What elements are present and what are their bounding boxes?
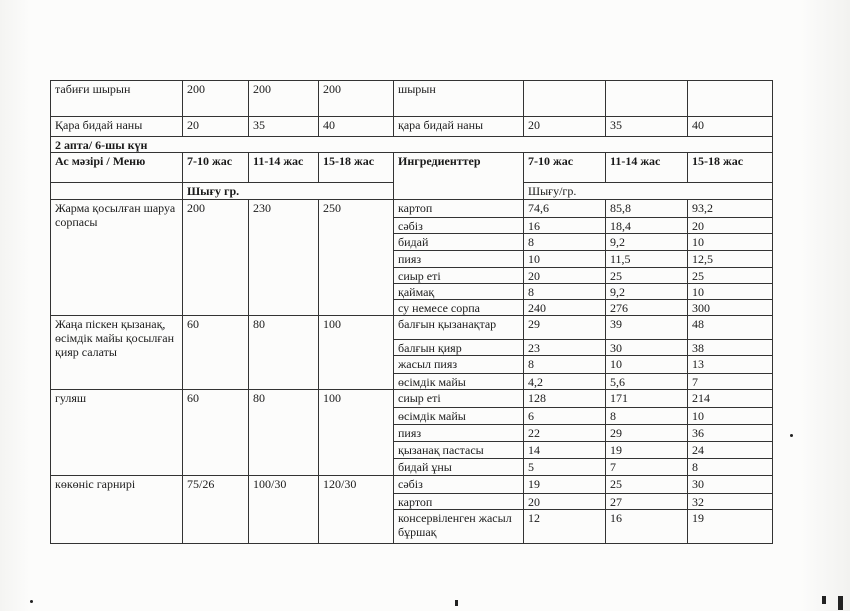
ingredient-15-18: 48: [688, 316, 773, 340]
ingredient-11-14: 11,5: [606, 251, 688, 268]
ingredient-7-10: 20: [524, 117, 606, 137]
ingredient-7-10: 10: [524, 251, 606, 268]
ingredient-15-18: 7: [688, 374, 773, 390]
ingredient-15-18: 36: [688, 425, 773, 442]
ingredient-11-14: 16: [606, 510, 688, 544]
scan-edge-mark: [838, 596, 843, 610]
ingredient-7-10: 19: [524, 476, 606, 494]
ingredient-name: сәбіз: [394, 476, 524, 494]
ingredient-7-10: 128: [524, 390, 606, 408]
ingredient-15-18: 214: [688, 390, 773, 408]
ingredient-11-14: 25: [606, 476, 688, 494]
scan-dot: [790, 434, 793, 437]
ingredient-11-14: 171: [606, 390, 688, 408]
ingredient-11-14: 25: [606, 268, 688, 284]
ingredient-7-10: 20: [524, 268, 606, 284]
ingredient-name: қаймақ: [394, 284, 524, 300]
ingredient-11-14: 29: [606, 425, 688, 442]
table-row: [51, 316, 773, 340]
ingredient-7-10: 240: [524, 300, 606, 316]
ingredient-11-14: 9,2: [606, 234, 688, 251]
dish-name: Жаңа піскен қызанақ, өсімдік майы қосылған қияр салаты: [51, 316, 183, 390]
ingredient-15-18: 12,5: [688, 251, 773, 268]
header-yield: Шығу гр.: [183, 183, 394, 200]
ingredient-15-18: 38: [688, 340, 773, 356]
scan-dot: [30, 600, 33, 603]
ingredient-15-18: 32: [688, 494, 773, 510]
dish-name: Қара бидай наны: [51, 117, 183, 137]
portion-7-10: 200: [183, 200, 249, 316]
header-yield: Шығу/гр.: [524, 183, 773, 200]
dish-name: көкөніс гарнирі: [51, 476, 183, 544]
portion-11-14: 35: [249, 117, 319, 137]
ingredient-7-10: 12: [524, 510, 606, 544]
portion-15-18: 100: [319, 390, 394, 476]
ingredient-11-14: 18,4: [606, 218, 688, 234]
ingredient-name: сиыр еті: [394, 268, 524, 284]
ingredient-name: картоп: [394, 200, 524, 218]
ingredient-7-10: 16: [524, 218, 606, 234]
ingredient-name: су немесе сорпа: [394, 300, 524, 316]
ingredient-15-18: 8: [688, 459, 773, 476]
ingredient-7-10: 8: [524, 234, 606, 251]
ingredient-name: өсімдік майы: [394, 408, 524, 425]
ingredient-11-14: 27: [606, 494, 688, 510]
portion-7-10: 200: [183, 81, 249, 117]
header-age-15-18: 15-18 жас: [319, 153, 394, 183]
ingredient-15-18: 30: [688, 476, 773, 494]
ingredient-name: балғын қияр: [394, 340, 524, 356]
ingredient-11-14: 30: [606, 340, 688, 356]
ingredient-15-18: 10: [688, 284, 773, 300]
ingredient-11-14: 5,6: [606, 374, 688, 390]
table-row: [51, 137, 773, 153]
ingredient-name: сәбіз: [394, 218, 524, 234]
ingredient-7-10: 74,6: [524, 200, 606, 218]
ingredient-7-10: 8: [524, 284, 606, 300]
header-age-11-14: 11-14 жас: [249, 153, 319, 183]
section-title: 2 апта/ 6-шы күн: [51, 137, 773, 153]
header-menu: Ас мәзірі / Меню: [51, 153, 183, 183]
ingredient-11-14: 276: [606, 300, 688, 316]
ingredient-15-18: 13: [688, 356, 773, 374]
ingredient-11-14: 10: [606, 356, 688, 374]
portion-11-14: 80: [249, 316, 319, 390]
portion-7-10: 75/26: [183, 476, 249, 544]
ingredient-name: сиыр еті: [394, 390, 524, 408]
ingredient-7-10: 14: [524, 442, 606, 459]
ingredient-11-14: 7: [606, 459, 688, 476]
ingredient-7-10: 4,2: [524, 374, 606, 390]
ingredient-name: пияз: [394, 251, 524, 268]
ingredient-7-10: 23: [524, 340, 606, 356]
portion-15-18: 250: [319, 200, 394, 316]
portion-7-10: 60: [183, 316, 249, 390]
ingredient-name: картоп: [394, 494, 524, 510]
ingredient-11-14: 85,8: [606, 200, 688, 218]
ingredient-15-18: 40: [688, 117, 773, 137]
ingredient-11-14: 19: [606, 442, 688, 459]
table-row: [51, 117, 773, 137]
portion-7-10: 60: [183, 390, 249, 476]
portion-11-14: 80: [249, 390, 319, 476]
ingredient-7-10: 29: [524, 316, 606, 340]
header-age-7-10: 7-10 жас: [183, 153, 249, 183]
ingredient-name: пияз: [394, 425, 524, 442]
portion-15-18: 40: [319, 117, 394, 137]
ingredient-7-10: 5: [524, 459, 606, 476]
ingredient-15-18: 300: [688, 300, 773, 316]
portion-15-18: 100: [319, 316, 394, 390]
ingredient-11-14: 8: [606, 408, 688, 425]
header-age-15-18: 15-18 жас: [688, 153, 773, 183]
ingredient-7-10: 8: [524, 356, 606, 374]
ingredient-15-18: 19: [688, 510, 773, 544]
ingredient-name: балғын қызанақтар: [394, 316, 524, 340]
ingredient-15-18: 20: [688, 218, 773, 234]
portion-7-10: 20: [183, 117, 249, 137]
scan-edge-mark: [455, 600, 458, 606]
header-ingredients: Ингредиенттер: [394, 153, 524, 200]
ingredient-7-10: 6: [524, 408, 606, 425]
portion-15-18: 200: [319, 81, 394, 117]
ingredient-11-14: 9,2: [606, 284, 688, 300]
ingredient-11-14: 35: [606, 117, 688, 137]
ingredient-name: консервіленген жасыл бұршақ: [394, 510, 524, 544]
ingredient-name: шырын: [394, 81, 524, 117]
ingredient-name: бидай: [394, 234, 524, 251]
table-row: [51, 200, 773, 218]
ingredient-15-18: 93,2: [688, 200, 773, 218]
ingredient-15-18: 24: [688, 442, 773, 459]
portion-11-14: 230: [249, 200, 319, 316]
ingredient-7-10: [524, 81, 606, 117]
ingredient-15-18: 10: [688, 408, 773, 425]
header-age-7-10: 7-10 жас: [524, 153, 606, 183]
empty-cell: [51, 183, 183, 200]
portion-11-14: 200: [249, 81, 319, 117]
ingredient-7-10: 22: [524, 425, 606, 442]
dish-name: табиғи шырын: [51, 81, 183, 117]
menu-table: [50, 80, 773, 544]
portion-11-14: 100/30: [249, 476, 319, 544]
scan-edge-mark: [822, 596, 826, 604]
table-row: [51, 390, 773, 408]
table-row: [51, 81, 773, 117]
table-row: [51, 153, 773, 183]
portion-15-18: 120/30: [319, 476, 394, 544]
ingredient-11-14: [606, 81, 688, 117]
table-row: [51, 476, 773, 494]
ingredient-name: қызанақ пастасы: [394, 442, 524, 459]
ingredient-name: жасыл пияз: [394, 356, 524, 374]
ingredient-15-18: 25: [688, 268, 773, 284]
ingredient-11-14: 39: [606, 316, 688, 340]
ingredient-name: өсімдік майы: [394, 374, 524, 390]
ingredient-name: бидай ұны: [394, 459, 524, 476]
ingredient-name: қара бидай наны: [394, 117, 524, 137]
dish-name: гуляш: [51, 390, 183, 476]
ingredient-15-18: [688, 81, 773, 117]
ingredient-15-18: 10: [688, 234, 773, 251]
dish-name: Жарма қосылған шаруа сорпасы: [51, 200, 183, 316]
header-age-11-14: 11-14 жас: [606, 153, 688, 183]
ingredient-7-10: 20: [524, 494, 606, 510]
